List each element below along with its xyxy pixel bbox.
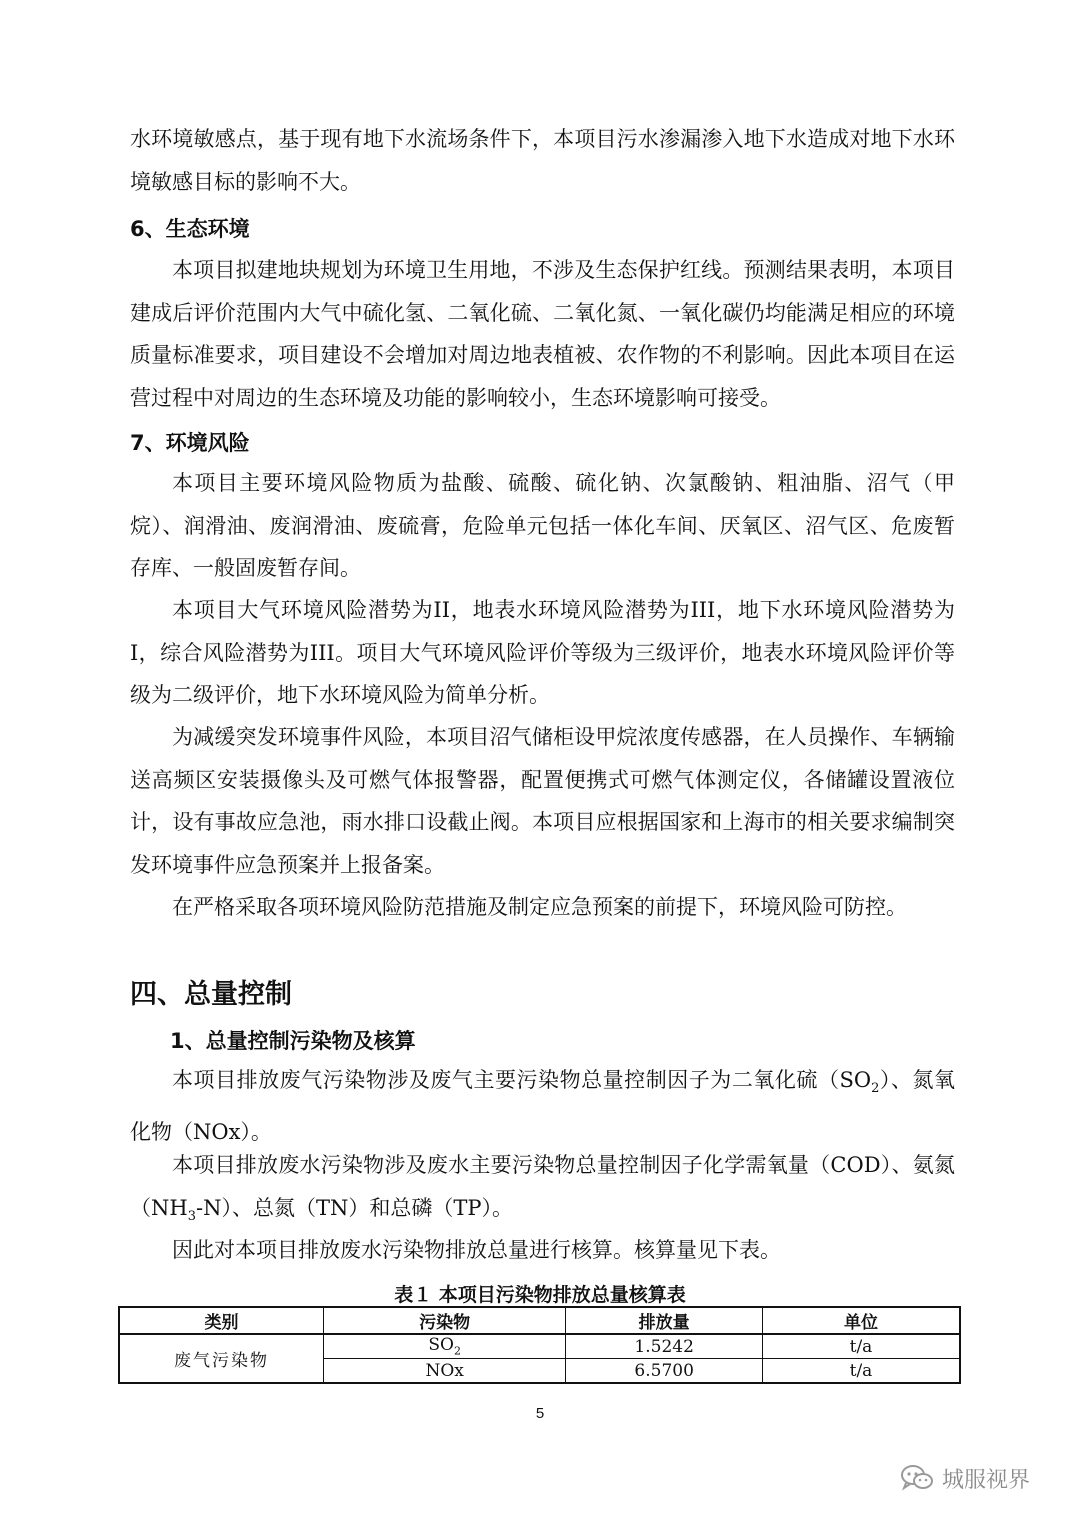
- heading-total-pollutants: 1、总量控制污染物及核算: [170, 1029, 416, 1053]
- heading-ecology: 6、生态环境: [130, 217, 250, 241]
- paragraph-risk-conclusion: 在严格采取各项环境风险防范措施及制定应急预案的前提下，环境风险可防控。: [172, 895, 907, 919]
- header-unit: 单位: [762, 1307, 960, 1334]
- paragraph-risk-substances: 本项目主要环境风险物质为盐酸、硫酸、硫化钠、次氯酸钠、粗油脂、沼气（甲烷）、润滑油、废润滑油、废硫膏，危险单元包括一体化车间、厌氧区、沼气区、危废暂存库、一般固废暂存间。: [130, 471, 955, 580]
- cell-category: 废气污染物: [119, 1334, 323, 1383]
- paragraph-calculation: 因此对本项目排放废水污染物排放总量进行核算。核算量见下表。: [172, 1238, 781, 1262]
- paragraph-groundwater-end: 水环境敏感点，基于现有地下水流场条件下，本项目污水渗漏渗入地下水造成对地下水环境敏感目标的影响不大。: [130, 127, 955, 194]
- table-header-row: [119, 1307, 960, 1334]
- watermark-text: 城服视界: [942, 1467, 1031, 1493]
- emission-table: [118, 1306, 961, 1384]
- cell-pollutant: NOx: [323, 1359, 565, 1384]
- heading-total-control: 四、总量控制: [130, 979, 292, 1010]
- paragraph-gas-pollutants: 本项目排放废气污染物涉及废气主要污染物总量控制因子为二氧化硫$(SO_2)$、氮氧化物（NOx）。: [130, 1068, 956, 1144]
- table-row: [119, 1334, 960, 1359]
- cell-pollutant: $SO_2$: [323, 1334, 565, 1359]
- page-number: 5: [535, 1405, 545, 1422]
- table-caption: 表１ 本项目污染物排放总量核算表: [394, 1284, 686, 1306]
- paragraph-water-pollutants: 本项目排放废水污染物涉及废水主要污染物总量控制因子化学需氧量（COD）、氨氮$(NH_3-N)$、总氮（TN）和总磷（TP）。: [130, 1153, 955, 1224]
- heading-risk: 7、环境风险: [130, 431, 250, 455]
- paragraph-risk-measures: 为减缓突发环境事件风险，本项目沼气储柜设甲烷浓度传感器，在人员操作、车辆输送高频区安装摄像头及可燃气体报警器，配置便携式可燃气体测定仪，各储罐设置液位计，设有事故应急池，雨水排口设截止阀。本项目应根据国家和上海市的相关要求编制突发环境事件应急预案并上报备案。: [130, 725, 955, 877]
- paragraph-risk-potential: 本项目大气环境风险潜势为II，地表水环境风险潜势为III，地下水环境风险潜势为Ⅰ，综合风险潜势为III。项目大气环境风险评价等级为三级评价，地表水环境风险评价等级为二级评价，地下水环境风险为简单分析。: [130, 598, 955, 707]
- cell-amount: 1.5242: [566, 1334, 763, 1359]
- cell-unit: t/a: [762, 1334, 960, 1359]
- header-category: 类别: [119, 1307, 323, 1334]
- header-amount: 排放量: [566, 1307, 763, 1334]
- paragraph-ecology: 本项目拟建地块规划为环境卫生用地，不涉及生态保护红线。预测结果表明，本项目建成后评价范围内大气中硫化氢、二氧化硫、二氧化氮、一氧化碳仍均能满足相应的环境质量标准要求，项目建设不会增加对周边地表植被、农作物的不利影响。因此本项目在运营过程中对周边的生态环境及功能的影响较小，生态环境影响可接受。: [130, 258, 955, 410]
- wechat-icon: [900, 1464, 934, 1492]
- watermark: [900, 1458, 1030, 1498]
- cell-amount: 6.5700: [566, 1359, 763, 1384]
- header-pollutant: 污染物: [323, 1307, 565, 1334]
- cell-unit: t/a: [762, 1359, 960, 1384]
